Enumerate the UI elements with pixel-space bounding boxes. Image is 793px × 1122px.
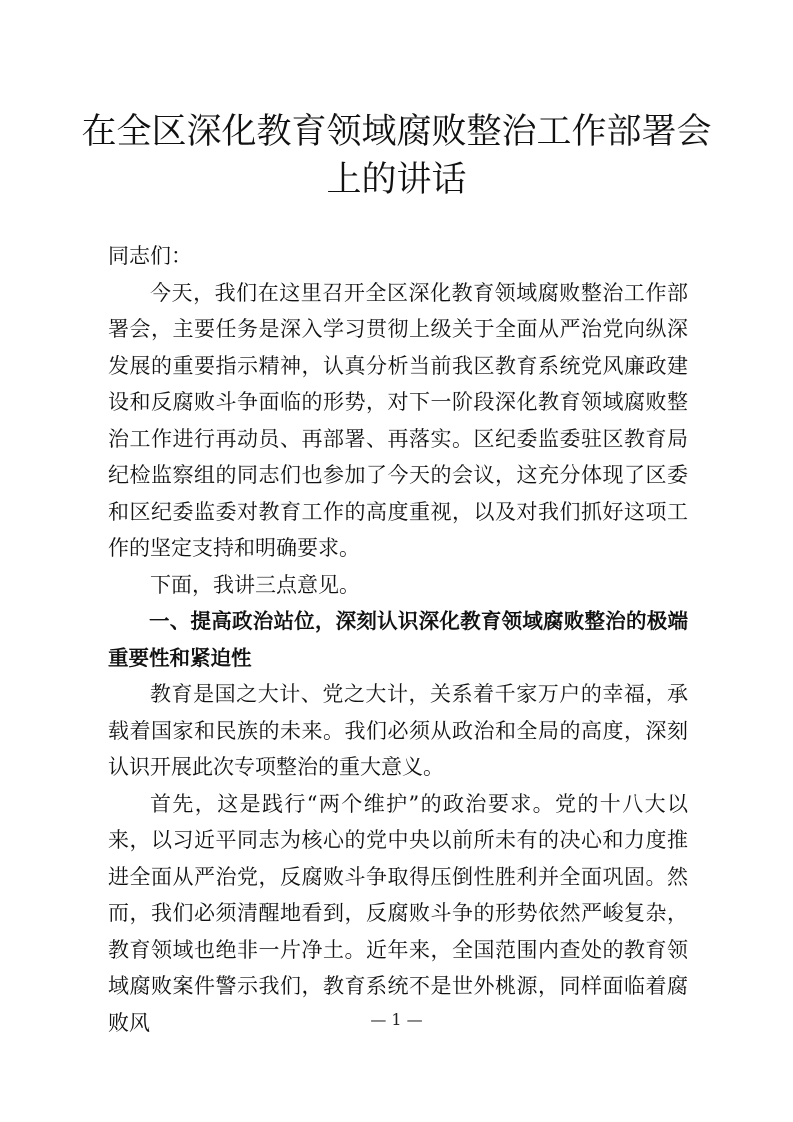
salutation: 同志们： [108,244,192,268]
page-number: — 1 — [370,1010,423,1029]
document-body [108,238,688,1041]
paragraph-section1-a: 教育是国之大计、党之大计，关系着千家万户的幸福，承载着国家和民族的未来。我们必须从政治和全局的高度，深刻认识开展此次专项整治的重大意义。 [108,682,688,779]
section-heading-1: 一、提高政治站位，深刻认识深化教育领域腐败整治的极端重要性和紧迫性 [108,609,688,670]
paragraph-intro: 今天，我们在这里召开全区深化教育领域腐败整治工作部署会，主要任务是深入学习贯彻上级关于全面从严治党向纵深发展的重要指示精神，认真分析当前我区教育系统党风廉政建设和反腐败斗争面临的形势，对下一阶段深化教育领域腐败整治工作进行再动员、再部署、再落实。区纪委监委驻区教育局纪检监察组的同志们也参加了今天的会议，这充分体现了区委和区纪委监委对教育工作的高度重视，以及对我们抓好这项工作的坚定支持和明确要求。 [108,280,688,560]
paragraph-section1-b: 首先，这是践行“两个维护”的政治要求。党的十八大以来，以习近平同志为核心的党中央以前所未有的决心和力度推进全面从严治党，反腐败斗争取得压倒性胜利并全面巩固。然而，我们必须清醒地看到，反腐败斗争的形势依然严峻复杂，教育领域也绝非一片净土。近年来，全国范围内查处的教育领域腐败案件警示我们，教育系统不是世外桃源，同样面临着腐败风 [108,791,688,1035]
document-title: 在全区深化教育领域腐败整治工作部署会上的讲话 [81,112,712,200]
paragraph-outline: 下面，我讲三点意见。 [150,572,360,597]
